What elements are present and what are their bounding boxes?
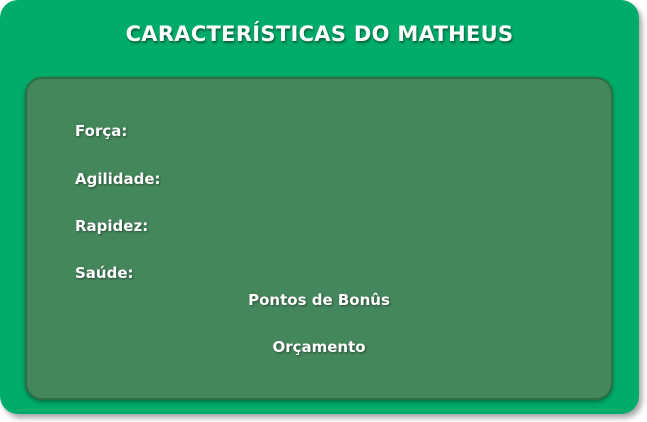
stat-speed-label: Rapidez:: [75, 217, 149, 235]
stats-panel: [25, 77, 613, 400]
budget-label: Orçamento: [272, 338, 366, 356]
card-title: CARACTERÍSTICAS DO MATHEUS: [125, 22, 514, 46]
stat-strength-label: Força:: [75, 122, 128, 140]
stat-health-label: Saúde:: [75, 264, 134, 282]
bonus-points-label: Pontos de Bonûs: [248, 291, 390, 309]
stat-agility-label: Agilidade:: [75, 170, 161, 188]
